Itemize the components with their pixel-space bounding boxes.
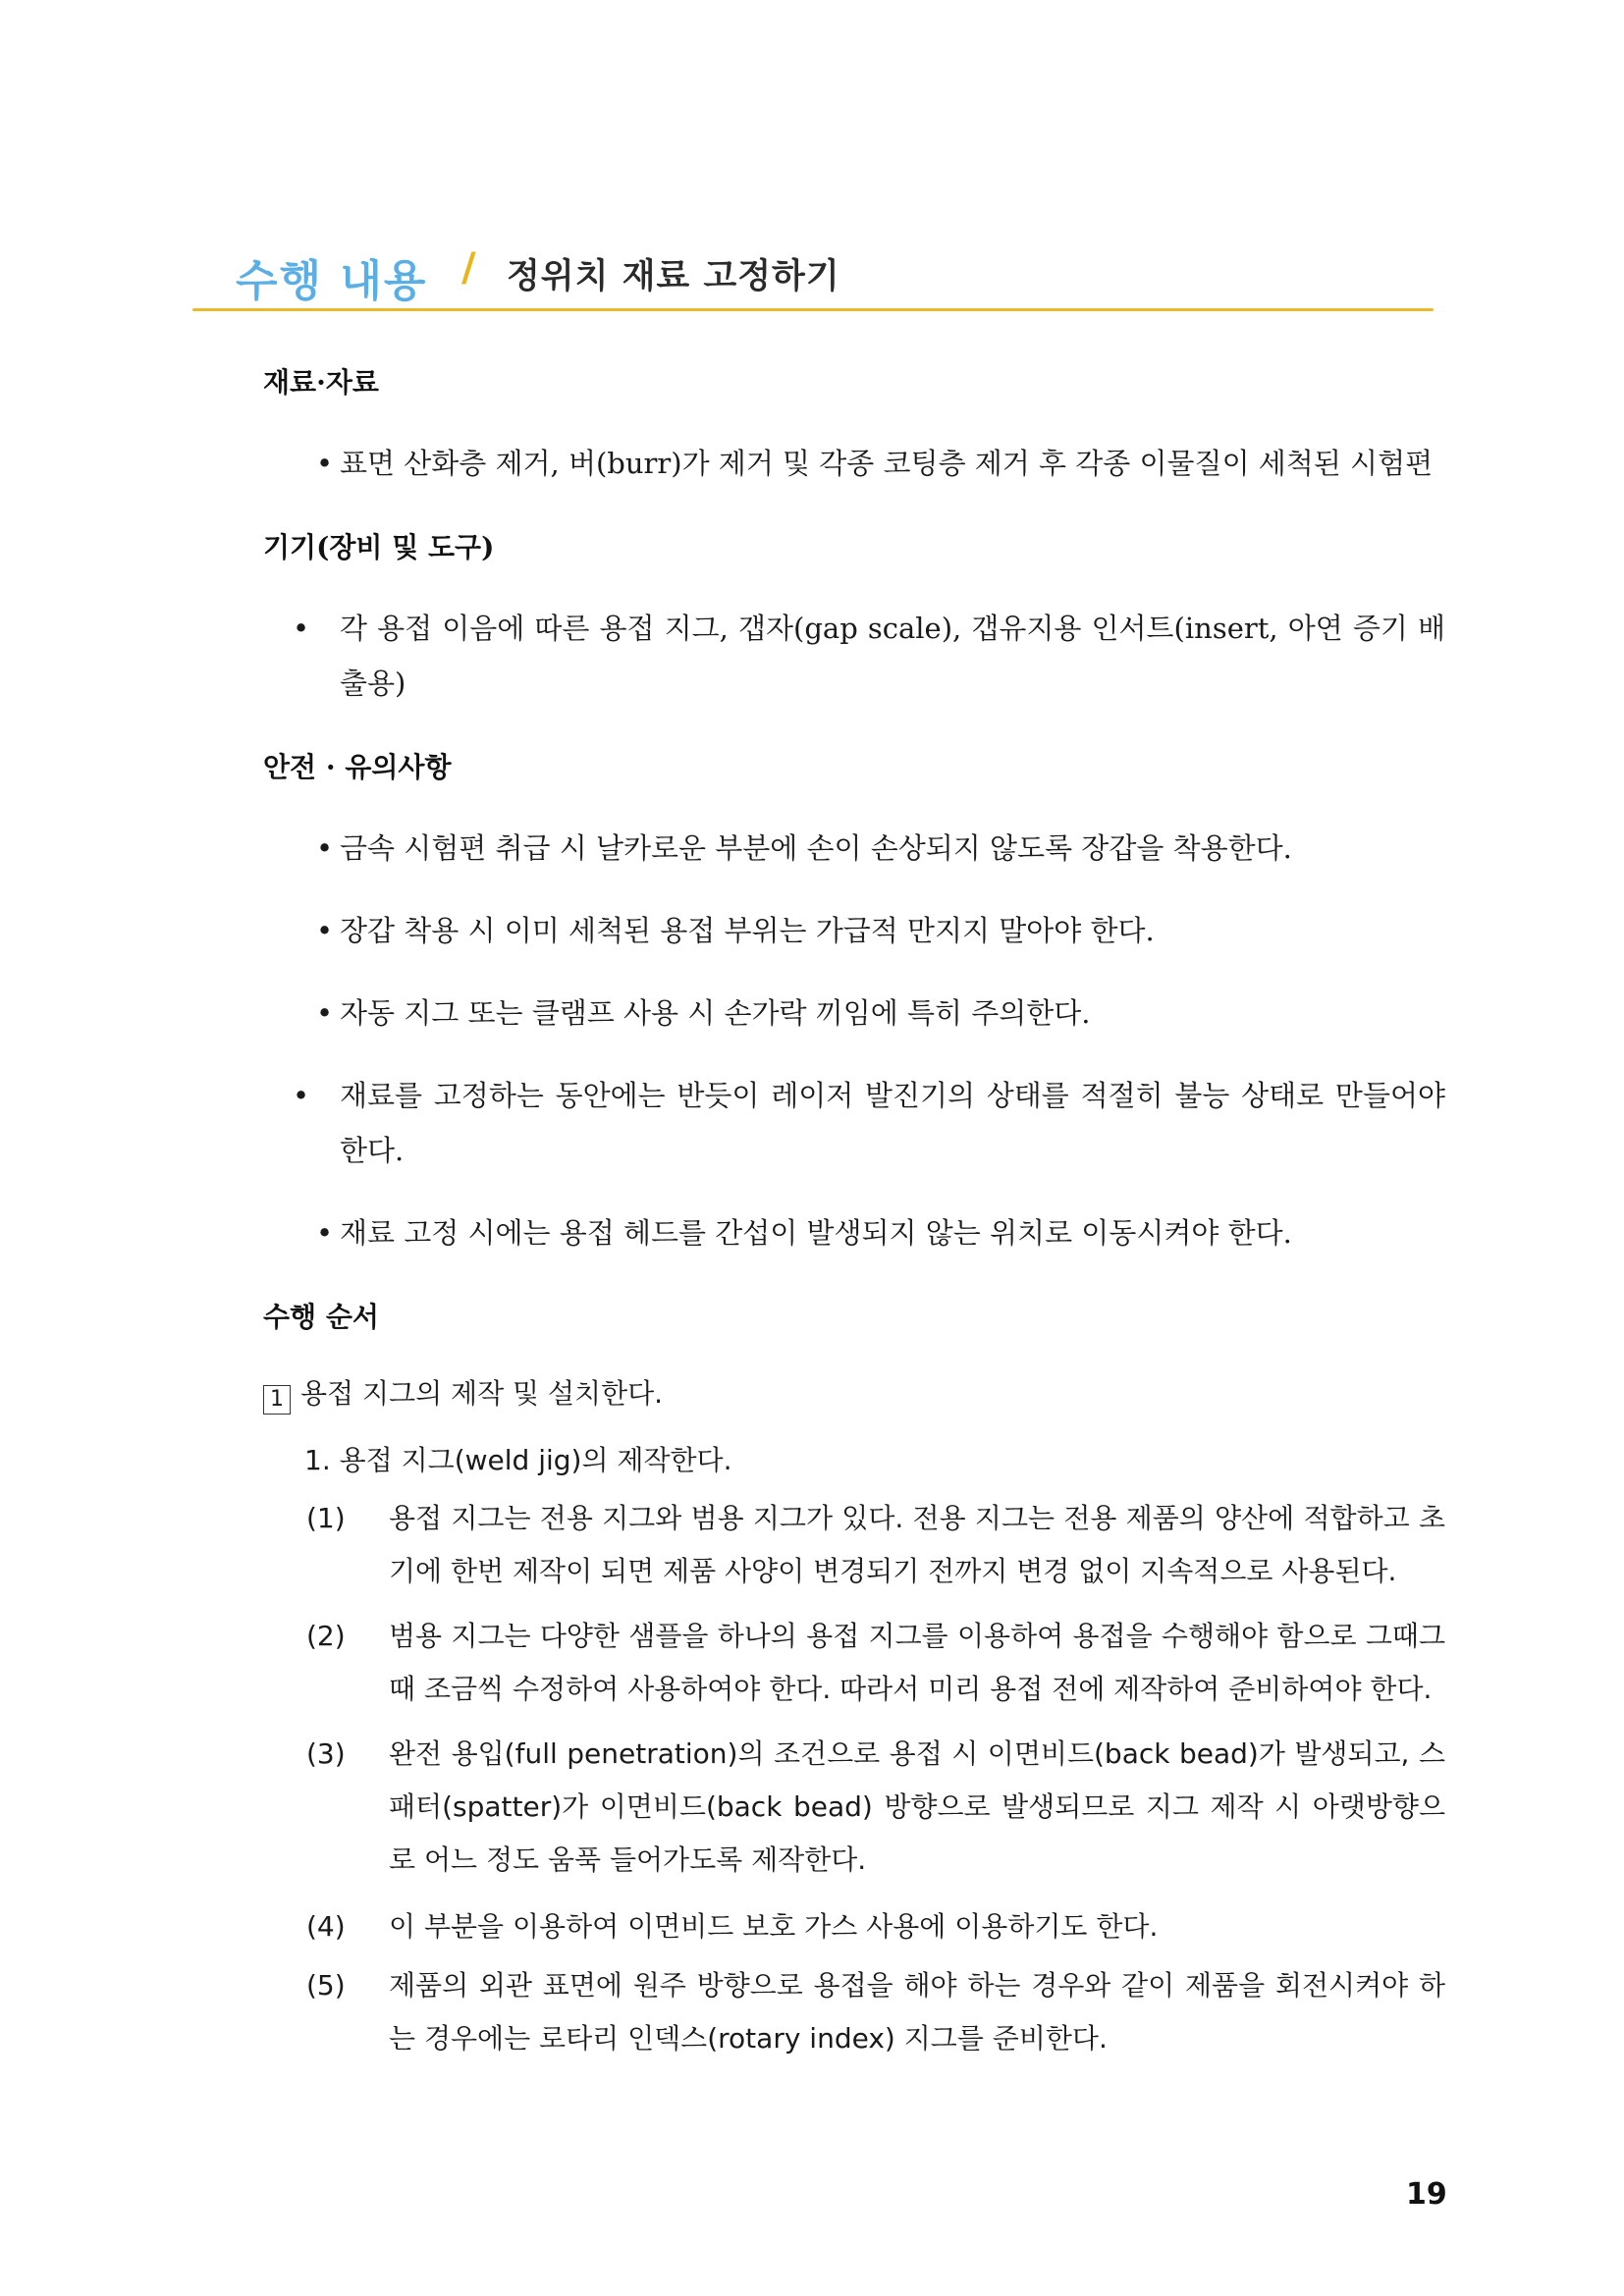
bullet-icon: • bbox=[316, 914, 334, 947]
safety-item: • 재료를 고정하는 동안에는 반듯이 레이저 발진기의 상태를 적절히 불능 상태로 만들어야 한다. bbox=[316, 1068, 1445, 1178]
equipment-item: • 각 용접 이음에 따른 용접 지그, 갭자(gap scale), 갭유지용 인서트(insert, 아연 증기 배출용) bbox=[316, 601, 1445, 711]
bullet-icon: • bbox=[316, 447, 334, 480]
procedure-step bbox=[263, 1372, 663, 1415]
materials-heading: 재료·자료 bbox=[263, 366, 379, 399]
page-title: 정위치 재료 고정하기 bbox=[507, 257, 840, 296]
step-number-box: 1 bbox=[263, 1385, 291, 1415]
bullet-icon: • bbox=[316, 996, 334, 1030]
procedure-detail: (5) 제품의 외관 표면에 원주 방향으로 용접을 해야 하는 경우와 같이 제품을 회전시켜야 하는 경우에는 로타리 인덱스(rotary index) 지그를 준비한다. bbox=[306, 1969, 1445, 2055]
section-label: 수행 내용 bbox=[236, 256, 428, 306]
procedure-heading: 수행 순서 bbox=[263, 1301, 379, 1333]
procedure-detail: (2) 범용 지그는 다양한 샘플을 하나의 용접 지그를 이용하여 용접을 수행해야 함으로 그때그때 조금씩 수정하여 사용하여야 한다. 따라서 미리 용접 전에 제작하여 준비하여야 한다. bbox=[306, 1620, 1445, 1705]
procedure-detail: (4) 이 부분을 이용하여 이면비드 보호 가스 사용에 이용하기도 한다. bbox=[306, 1910, 1159, 1943]
bullet-icon: • bbox=[316, 1216, 334, 1250]
safety-item: • 재료 고정 시에는 용접 헤드를 간섭이 발생되지 않는 위치로 이동시켜야 한다. bbox=[316, 1205, 1445, 1260]
materials-item: • 표면 산화층 제거, 버(burr)가 제거 및 각종 코팅층 제거 후 각종 이물질이 세척된 시험편 bbox=[316, 436, 1445, 491]
safety-heading: 안전 · 유의사항 bbox=[263, 751, 452, 783]
bullet-icon: • bbox=[293, 1079, 310, 1112]
header-slash: / bbox=[461, 245, 476, 291]
step-title: 용접 지그의 제작 및 설치한다. bbox=[300, 1377, 664, 1410]
equipment-heading: 기기(장비 및 도구) bbox=[263, 531, 495, 563]
bullet-icon: • bbox=[316, 831, 334, 865]
page-number: 19 bbox=[1406, 2177, 1447, 2212]
safety-item: • 자동 지그 또는 클램프 사용 시 손가락 끼임에 특히 주의한다. bbox=[316, 986, 1445, 1041]
safety-item: • 장갑 착용 시 이미 세척된 용접 부위는 가급적 만지지 말아야 한다. bbox=[316, 903, 1445, 958]
section-header bbox=[192, 232, 1434, 310]
bullet-icon: • bbox=[293, 612, 310, 645]
procedure-detail: (3) 완전 용입(full penetration)의 조건으로 용접 시 이면비드(back bead)가 발생되고, 스패터(spatter)가 이면비드(back bead) 방향으로 발생되므로 지그 제작 시 아랫방향으로 어느 정도 움푹 들어가도록 제작한다. bbox=[306, 1737, 1445, 1876]
header-divider bbox=[192, 308, 1434, 311]
procedure-detail: (1) 용접 지그는 전용 지그와 범용 지그가 있다. 전용 지그는 전용 제품의 양산에 적합하고 초기에 한번 제작이 되면 제품 사양이 변경되기 전까지 변경 없이 지속적으로 사용된다. bbox=[306, 1502, 1445, 1587]
procedure-sub-title: 1. 용접 지그(weld jig)의 제작한다. bbox=[304, 1444, 732, 1476]
safety-item: • 금속 시험편 취급 시 날카로운 부분에 손이 손상되지 않도록 장갑을 착용한다. bbox=[316, 821, 1445, 876]
